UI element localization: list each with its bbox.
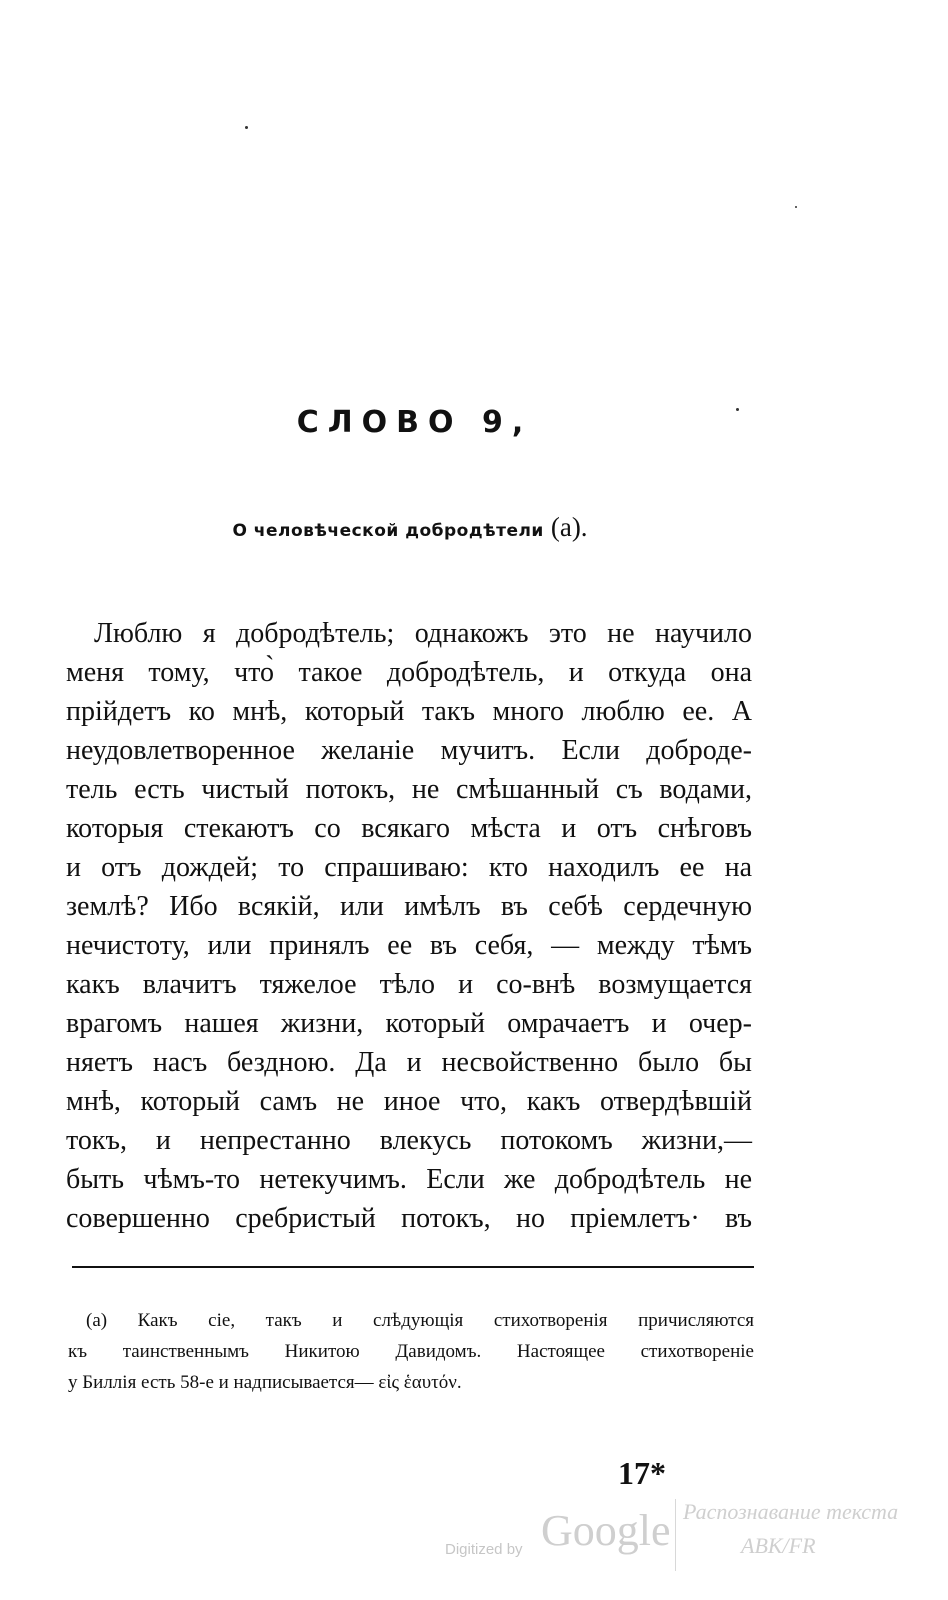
chapter-heading-comma: , [511,405,524,440]
footnote-line: у Биллія есть 58-е и надписывается— εἰς ἑαυτόν. [68,1372,462,1393]
body-line: нечистоту, или принялъ ее въ себя, — между тѣмъ [66,930,752,961]
body-line: неудовлетворенное желаніе мучитъ. Если доброде- [66,735,752,766]
body-line: которыя стекаютъ со всякаго мѣста и отъ снѣговъ [66,813,752,844]
chapter-heading [0,405,820,440]
chapter-heading-text: СЛОВО 9 [296,405,512,440]
body-text [66,614,752,1238]
watermark-divider [675,1499,676,1571]
footnote-rule [72,1266,754,1268]
recognition-credit: Распознавание текста [683,1499,899,1524]
digitization-watermark [445,1495,925,1575]
body-line: мнѣ, который самъ не иное что, какъ отвердѣвшій [66,1086,752,1117]
speck [245,126,248,129]
body-line: и отъ дождей; то спрашиваю: кто находилъ ее на [66,852,752,883]
footnote-line: (а) Какъ сіе, такъ и слѣдующія стихотворенія причисляются [86,1310,754,1331]
body-line: Люблю я добродѣтель; однакожъ это не научило [94,618,752,649]
body-line: какъ влачитъ тяжелое тѣло и со-внѣ возмущается [66,969,752,1000]
body-line: землѣ? Ибо всякій, или имѣлъ въ себѣ сердечную [66,891,752,922]
footnote [68,1305,754,1398]
body-line: быть чѣмъ-то нетекучимъ. Если же добродѣтель не [66,1164,752,1195]
body-line: прійдетъ ко мнѣ, который такъ много люблю ее. А [66,696,752,727]
subtitle-text: О человѣческой добродѣтели [232,521,544,541]
body-line: совершенно сребристый потокъ, но пріемлетъ· въ [66,1203,752,1234]
footnote-line: къ таинственнымъ Никитою Давидомъ. Настоящее стихотвореніе [68,1341,754,1362]
body-line: меня тому, что̀ такое добродѣтель, и откуда она [66,657,752,688]
chapter-subtitle [0,512,820,543]
digitized-by-text: Digitized by [445,1541,523,1558]
body-line: врагомъ нашея жизни, который омрачаетъ и очер- [66,1008,752,1039]
speck [795,206,797,208]
recognition-credit-initials: ABK/FR [741,1533,816,1558]
google-logo: Google [541,1506,671,1555]
body-line: токъ, и непрестанно влекусь потокомъ жизни,— [66,1125,752,1156]
footnote-marker: (а). [550,512,588,542]
body-line: тель есть чистый потокъ, не смѣшанный съ водами, [66,774,752,805]
body-line: няетъ насъ бездною. Да и несвойственно было бы [66,1047,752,1078]
page-number: 17* [618,1455,666,1491]
